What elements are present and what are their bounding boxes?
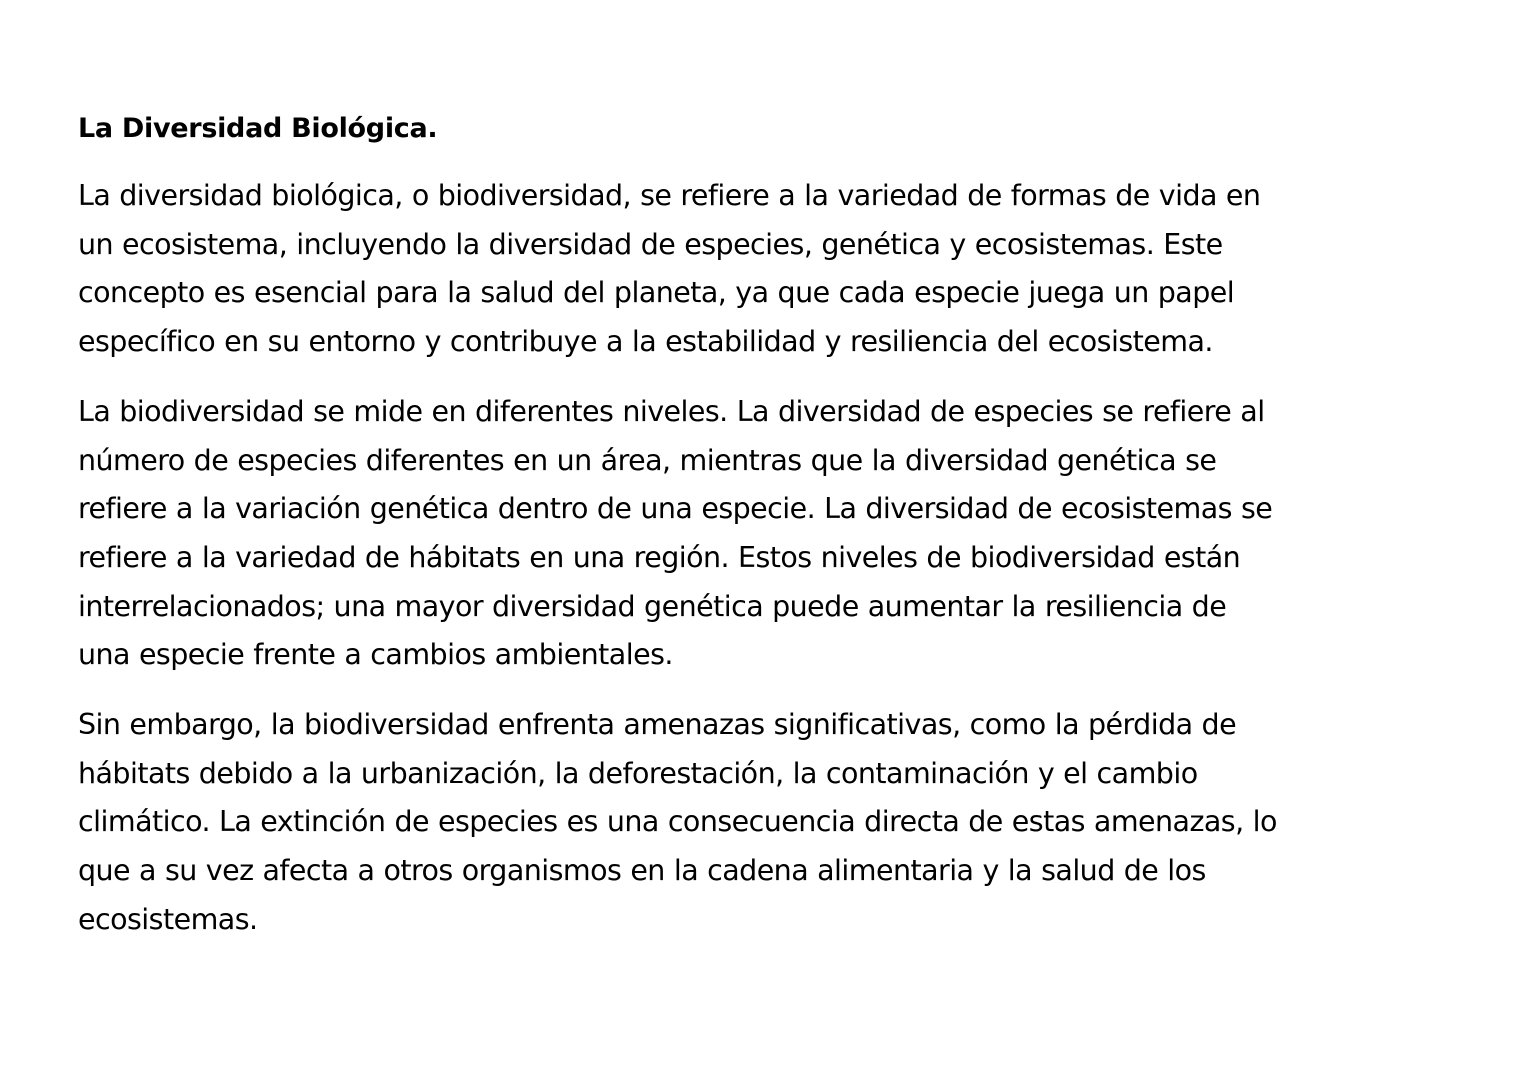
text-line: La biodiversidad se mide en diferentes niveles. La diversidad de especies se refiere al	[78, 394, 1265, 428]
text-line: interrelacionados; una mayor diversidad genética puede aumentar la resiliencia de	[78, 589, 1227, 623]
text-line: concepto es esencial para la salud del planeta, ya que cada especie juega un papel	[78, 276, 1235, 310]
text-line: ecosistemas.	[78, 902, 258, 936]
text-line: refiere a la variedad de hábitats en una región. Estos niveles de biodiversidad están	[78, 540, 1241, 574]
text-line: refiere a la variación genética dentro de una especie. La diversidad de ecosistemas se	[78, 492, 1273, 526]
paragraph-definition	[78, 172, 1503, 367]
text-line: Sin embargo, la biodiversidad enfrenta amenazas significativas, como la pérdida de	[78, 708, 1237, 742]
text-line: número de especies diferentes en un área, mientras que la diversidad genética se	[78, 443, 1217, 477]
text-line: que a su vez afecta a otros organismos en la cadena alimentaria y la salud de los	[78, 854, 1206, 888]
text-line: La diversidad biológica, o biodiversidad, se refiere a la variedad de formas de vida en	[78, 179, 1261, 212]
paragraph-levels	[78, 388, 1503, 680]
text-line: un ecosistema, incluyendo la diversidad de especies, genética y ecosistemas. Este	[78, 227, 1223, 261]
paragraph-threats	[78, 701, 1503, 945]
text-line: específico en su entorno y contribuye a la estabilidad y resiliencia del ecosistema.	[78, 325, 1213, 359]
document-body	[78, 107, 1503, 966]
text-line: una especie frente a cambios ambientales.	[78, 638, 673, 672]
text-line: hábitats debido a la urbanización, la deforestación, la contaminación y el cambio	[78, 756, 1198, 790]
text-line: climático. La extinción de especies es una consecuencia directa de estas amenazas, lo	[78, 805, 1277, 839]
document-title: La Diversidad Biológica.	[78, 113, 438, 144]
